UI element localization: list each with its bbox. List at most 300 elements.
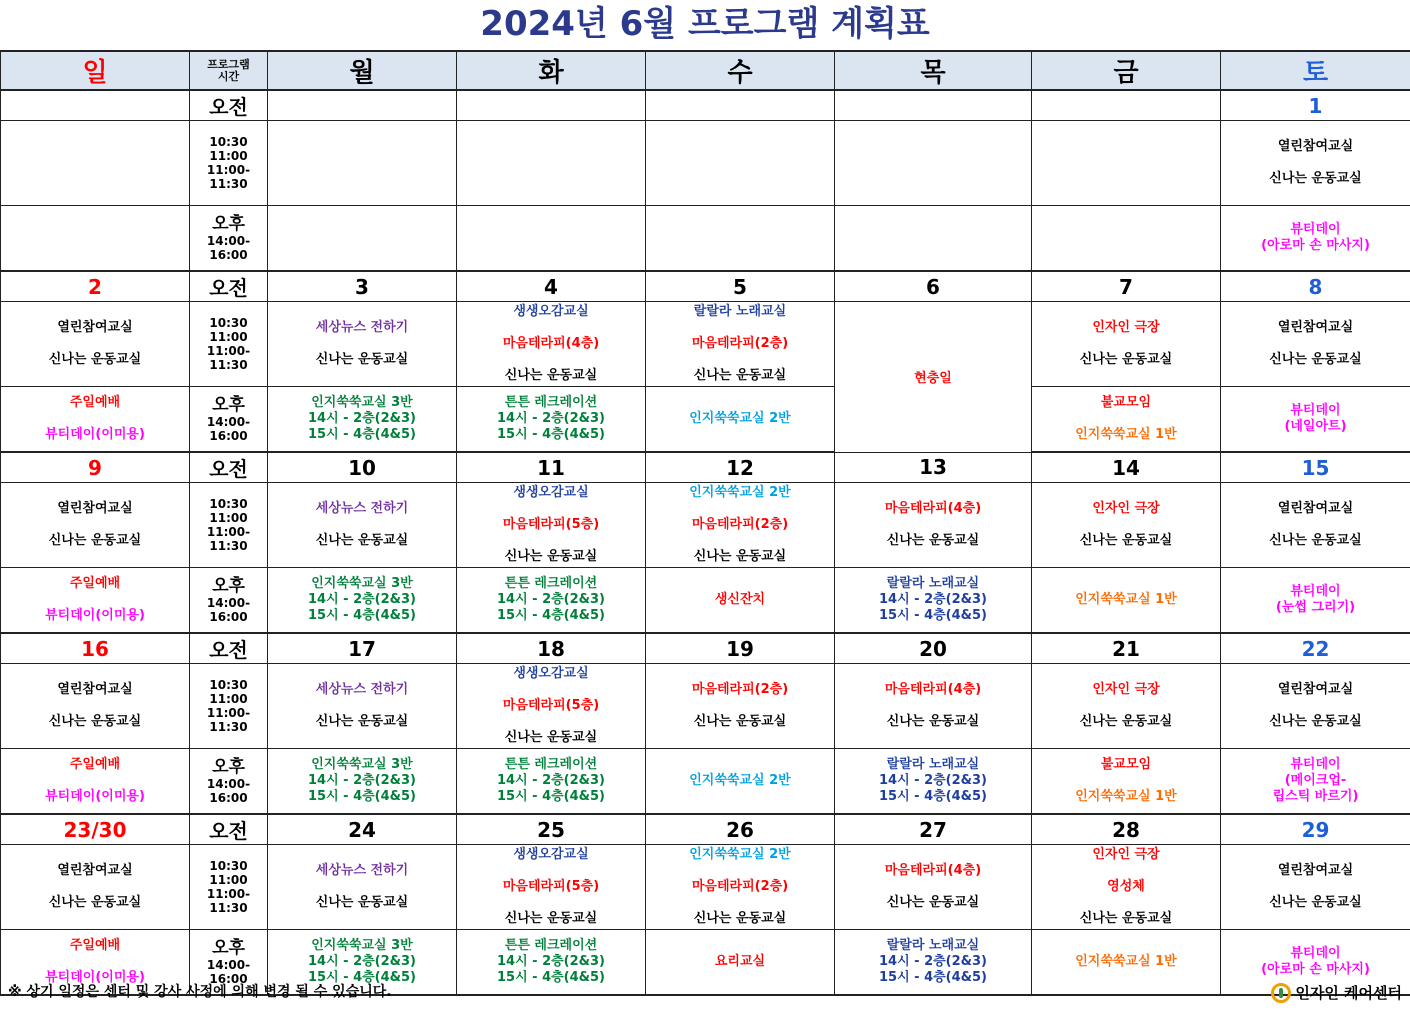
am-program-cell <box>457 845 646 930</box>
day-number <box>835 90 1032 121</box>
program-list <box>1221 855 1410 919</box>
week-date-row <box>1 271 1410 302</box>
am-time-2: 11:00 <box>209 692 248 706</box>
pm-program-cell <box>835 206 1032 272</box>
am-time-2: 11:00 <box>209 330 248 344</box>
program-list <box>646 946 834 978</box>
am-program-cell <box>835 121 1032 206</box>
am-program-cell <box>1 302 190 387</box>
day-number: 17 <box>268 633 457 664</box>
program-item: 열린참여교실 <box>57 863 133 878</box>
program-item: 인지쑥쑥교실 1반 <box>1075 954 1177 969</box>
program-item: 열린참여교실 <box>57 682 133 697</box>
am-program-cell <box>268 483 457 568</box>
am-time-1: 10:30 <box>209 316 248 330</box>
am-program-cell <box>1 121 190 206</box>
program-item: 마음테라피(4층) <box>884 682 982 697</box>
am-program-cell <box>1032 664 1221 749</box>
pm-program-cell <box>1032 930 1221 996</box>
program-item: 세상뉴스 전하기 <box>315 320 409 335</box>
header-wednesday: 수 <box>646 51 835 90</box>
pm-time-1: 14:00- <box>206 958 251 972</box>
day-number: 6 <box>835 271 1032 302</box>
program-item: 튼튼 레크레이션 14시 - 2층(2&3) 15시 - 4층(4&5) <box>496 938 605 985</box>
program-item: 불교모임 <box>1100 395 1152 410</box>
program-item: 신나는 운동교실 <box>504 911 598 926</box>
program-item: 열린참여교실 <box>1277 863 1354 878</box>
am-time-1: 10:30 <box>209 135 248 149</box>
program-item: 신나는 운동교실 <box>1269 895 1362 910</box>
header-time-line1: 프로그램 <box>207 57 250 71</box>
program-item: 인지쑥쑥교실 1반 <box>1075 427 1177 442</box>
program-list <box>1 387 189 451</box>
program-item: 신나는 운동교실 <box>315 895 409 910</box>
day-number: 12 <box>646 452 835 483</box>
program-list <box>1 855 189 919</box>
program-list <box>1032 674 1220 738</box>
day-number: 26 <box>646 814 835 845</box>
pm-program-cell <box>1032 568 1221 634</box>
pm-program-cell <box>835 568 1032 634</box>
program-list <box>457 485 645 565</box>
program-item: 뷰티데이 (눈썹 그리기) <box>1275 584 1356 615</box>
program-item: 신나는 운동교실 <box>48 533 142 548</box>
program-item: 마음테라피(4층) <box>884 501 982 516</box>
program-list <box>1032 312 1220 376</box>
pm-time-cell <box>190 749 268 815</box>
day-number: 16 <box>1 633 190 664</box>
program-item: 인지쑥쑥교실 3반 14시 - 2층(2&3) 15시 - 4층(4&5) <box>307 395 416 442</box>
program-item: 열린참여교실 <box>1277 501 1354 516</box>
program-item: 신나는 운동교실 <box>1269 171 1362 186</box>
header-friday: 금 <box>1032 51 1221 90</box>
pm-program-cell <box>835 930 1032 996</box>
program-item: 인지쑥쑥교실 3반 14시 - 2층(2&3) 15시 - 4층(4&5) <box>307 938 416 985</box>
am-program-cell <box>1032 483 1221 568</box>
pm-program-cell <box>457 206 646 272</box>
program-item: 마음테라피(4층) <box>502 336 600 351</box>
am-program-cell <box>1032 121 1221 206</box>
program-item: 랄랄라 노래교실 <box>693 304 787 319</box>
am-program-cell <box>1 845 190 930</box>
program-list <box>1221 395 1410 443</box>
program-item: 마음테라피(2층) <box>691 517 789 532</box>
program-item: 주일예배 <box>69 757 121 772</box>
header-monday: 월 <box>268 51 457 90</box>
pm-time-cell <box>190 568 268 634</box>
program-item: 마음테라피(2층) <box>691 336 789 351</box>
program-item: 신나는 운동교실 <box>1079 911 1173 926</box>
am-program-cell <box>646 121 835 206</box>
program-item: 뷰티데이 (메이크업- 립스틱 바르기) <box>1272 757 1359 804</box>
pm-time-1: 14:00- <box>206 596 251 610</box>
pm-time-1: 14:00- <box>206 777 251 791</box>
program-item: 신나는 운동교실 <box>48 714 142 729</box>
program-item: 뷰티데이 (아로마 손 마사지) <box>1261 946 1370 977</box>
am-program-cell <box>457 483 646 568</box>
pm-program-cell <box>457 749 646 815</box>
am-program-cell <box>268 121 457 206</box>
program-item: 생생오감교실 <box>513 304 589 319</box>
program-list <box>646 403 834 435</box>
am-time-cell <box>190 664 268 749</box>
am-time-cell <box>190 845 268 930</box>
pm-program-cell <box>268 568 457 634</box>
program-list <box>646 847 834 927</box>
program-list <box>1032 584 1220 616</box>
program-item: 열린참여교실 <box>1277 139 1354 154</box>
pm-program-cell <box>646 206 835 272</box>
week-am-row <box>1 664 1410 749</box>
pm-program-cell <box>1 206 190 272</box>
day-number: 20 <box>835 633 1032 664</box>
pm-program-cell <box>1 387 190 453</box>
program-item: 신나는 운동교실 <box>1079 714 1173 729</box>
program-item: 신나는 운동교실 <box>1079 533 1173 548</box>
am-time-2: 11:00 <box>209 149 248 163</box>
program-item: 요리교실 <box>714 954 766 969</box>
program-list <box>1 312 189 376</box>
day-number: 18 <box>457 633 646 664</box>
am-time-cell <box>190 121 268 206</box>
program-list <box>646 765 834 797</box>
pm-program-cell <box>457 387 646 453</box>
am-label: 오전 <box>190 271 268 302</box>
week-am-row <box>1 302 1410 387</box>
program-item: 신나는 운동교실 <box>315 352 409 367</box>
am-time-3: 11:00- <box>206 525 251 539</box>
program-list <box>1221 749 1410 813</box>
pm-time-2: 16:00 <box>209 429 248 443</box>
program-item: 랄랄라 노래교실 14시 - 2층(2&3) 15시 - 4층(4&5) <box>878 938 987 985</box>
pm-program-cell <box>646 749 835 815</box>
pm-time-2: 16:00 <box>209 248 248 262</box>
pm-time-1: 14:00- <box>206 415 251 429</box>
center-logo <box>1271 982 1402 1003</box>
program-item: 생생오감교실 <box>513 485 589 500</box>
program-list <box>835 749 1031 813</box>
week-date-row <box>1 90 1410 121</box>
program-list <box>457 568 645 632</box>
program-item: 세상뉴스 전하기 <box>315 501 409 516</box>
day-number: 14 <box>1032 452 1221 483</box>
program-item: 신나는 운동교실 <box>886 895 980 910</box>
day-number: 8 <box>1221 271 1410 302</box>
am-program-cell <box>268 845 457 930</box>
pm-program-cell <box>1221 568 1410 634</box>
program-item: 인지쑥쑥교실 2반 <box>689 411 791 426</box>
day-number: 7 <box>1032 271 1221 302</box>
day-number: 25 <box>457 814 646 845</box>
pm-label: 오후 <box>212 576 245 596</box>
day-number: 24 <box>268 814 457 845</box>
program-item: 뷰티데이(이미용) <box>45 427 145 442</box>
program-item: 주일예배 <box>69 576 121 591</box>
program-list <box>268 312 456 376</box>
program-list <box>457 847 645 927</box>
program-item: 마음테라피(2층) <box>691 682 789 697</box>
week-pm-row <box>1 568 1410 634</box>
program-item: 마음테라피(5층) <box>502 879 600 894</box>
am-time-4: 11:30 <box>209 177 248 191</box>
am-program-cell <box>835 845 1032 930</box>
day-number: 27 <box>835 814 1032 845</box>
pm-time-2: 16:00 <box>209 972 248 986</box>
program-item: 신나는 운동교실 <box>1079 352 1173 367</box>
program-item: 불교모임 <box>1100 757 1152 772</box>
header-time-line2: 시간 <box>217 69 240 83</box>
day-number: 23/30 <box>1 814 190 845</box>
program-list <box>835 568 1031 632</box>
am-program-cell <box>1221 483 1410 568</box>
program-item: 인자인 극장 <box>1092 320 1160 335</box>
am-time-3: 11:00- <box>206 344 251 358</box>
pm-program-cell <box>1221 387 1410 453</box>
day-number: 15 <box>1221 452 1410 483</box>
program-item: 생생오감교실 <box>513 666 589 681</box>
day-number: 29 <box>1221 814 1410 845</box>
program-item: 신나는 운동교실 <box>315 533 409 548</box>
header-saturday: 토 <box>1221 51 1410 90</box>
program-list <box>1221 576 1410 624</box>
program-item: 신나는 운동교실 <box>886 533 980 548</box>
pm-program-cell <box>268 387 457 453</box>
day-number <box>457 90 646 121</box>
program-item: 튼튼 레크레이션 14시 - 2층(2&3) 15시 - 4층(4&5) <box>496 757 605 804</box>
header-tuesday: 화 <box>457 51 646 90</box>
holiday-label: 현충일 <box>914 370 952 386</box>
program-list <box>1032 847 1220 927</box>
pm-program-cell <box>646 387 835 453</box>
program-item: 랄랄라 노래교실 14시 - 2층(2&3) 15시 - 4층(4&5) <box>878 757 987 804</box>
program-item: 뷰티데이(이미용) <box>45 789 145 804</box>
am-program-cell <box>1221 302 1410 387</box>
program-list <box>457 749 645 813</box>
day-number: 2 <box>1 271 190 302</box>
weekday-header-row <box>1 51 1410 90</box>
program-list <box>268 387 456 451</box>
program-item: 생생오감교실 <box>513 847 589 862</box>
am-time-cell <box>190 302 268 387</box>
am-program-cell <box>835 483 1032 568</box>
program-list <box>646 674 834 738</box>
program-item: 인지쑥쑥교실 3반 14시 - 2층(2&3) 15시 - 4층(4&5) <box>307 757 416 804</box>
program-list <box>1 568 189 632</box>
week-date-row <box>1 633 1410 664</box>
program-list <box>1221 214 1410 262</box>
week-am-row <box>1 483 1410 568</box>
am-time-4: 11:30 <box>209 901 248 915</box>
program-list <box>1 749 189 813</box>
am-time-4: 11:30 <box>209 358 248 372</box>
program-item: 세상뉴스 전하기 <box>315 682 409 697</box>
program-list <box>835 855 1031 919</box>
program-calendar <box>0 50 1410 996</box>
program-list <box>835 930 1031 994</box>
am-label: 오전 <box>190 633 268 664</box>
program-list <box>268 749 456 813</box>
program-item: 신나는 운동교실 <box>1269 533 1362 548</box>
am-program-cell <box>457 302 646 387</box>
program-list <box>1032 493 1220 557</box>
program-item: 신나는 운동교실 <box>693 549 787 564</box>
am-program-cell <box>1 664 190 749</box>
program-list <box>646 584 834 616</box>
page-title: 2024년 6월 프로그램 계획표 <box>480 4 930 44</box>
program-item: 인지쑥쑥교실 2반 <box>689 773 791 788</box>
am-program-cell <box>1032 845 1221 930</box>
pm-program-cell <box>1032 387 1221 453</box>
program-item: 주일예배 <box>69 395 121 410</box>
holiday-cell <box>835 302 1032 453</box>
header-program-time <box>190 51 268 90</box>
program-item: 뷰티데이(이미용) <box>45 970 145 985</box>
am-time-3: 11:00- <box>206 706 251 720</box>
am-label: 오전 <box>190 90 268 121</box>
program-list <box>646 304 834 384</box>
program-item: 뷰티데이 (네일아트) <box>1284 403 1347 434</box>
program-item: 튼튼 레크레이션 14시 - 2층(2&3) 15시 - 4층(4&5) <box>496 576 605 623</box>
pm-program-cell <box>268 749 457 815</box>
am-time-3: 11:00- <box>206 163 251 177</box>
am-program-cell <box>835 664 1032 749</box>
day-number <box>268 90 457 121</box>
program-item: 인지쑥쑥교실 2반 <box>689 485 791 500</box>
program-item: 신나는 운동교실 <box>693 368 787 383</box>
program-list <box>1221 938 1410 986</box>
program-item: 신나는 운동교실 <box>315 714 409 729</box>
day-number: 21 <box>1032 633 1221 664</box>
program-item: 인지쑥쑥교실 1반 <box>1075 592 1177 607</box>
am-time-3: 11:00- <box>206 887 251 901</box>
program-list <box>1032 946 1220 978</box>
pm-label: 오후 <box>212 757 245 777</box>
am-time-4: 11:30 <box>209 539 248 553</box>
week-am-row <box>1 121 1410 206</box>
am-label: 오전 <box>190 452 268 483</box>
program-item: 뷰티데이 (아로마 손 마사지) <box>1261 222 1370 253</box>
program-item: 튼튼 레크레이션 14시 - 2층(2&3) 15시 - 4층(4&5) <box>496 395 605 442</box>
program-item: 신나는 운동교실 <box>504 730 598 745</box>
program-item: 마음테라피(5층) <box>502 698 600 713</box>
am-program-cell <box>646 664 835 749</box>
am-time-1: 10:30 <box>209 859 248 873</box>
program-list <box>268 674 456 738</box>
am-time-1: 10:30 <box>209 678 248 692</box>
program-item: 랄랄라 노래교실 14시 - 2층(2&3) 15시 - 4층(4&5) <box>878 576 987 623</box>
week-pm-row <box>1 387 1410 453</box>
am-time-2: 11:00 <box>209 873 248 887</box>
am-time-1: 10:30 <box>209 497 248 511</box>
week-am-row <box>1 845 1410 930</box>
program-list <box>1032 387 1220 451</box>
footer-note: ※ 상기 일정은 센터 및 강사 사정에 의해 변경 될 수 있습니다. <box>8 984 392 1000</box>
am-label: 오전 <box>190 814 268 845</box>
program-item: 신나는 운동교실 <box>504 549 598 564</box>
program-item: 신나는 운동교실 <box>693 911 787 926</box>
logo-icon <box>1271 983 1291 1003</box>
pm-program-cell <box>1 568 190 634</box>
am-program-cell <box>268 664 457 749</box>
program-item: 열린참여교실 <box>57 320 133 335</box>
program-item: 인자인 극장 <box>1092 501 1160 516</box>
am-program-cell <box>646 845 835 930</box>
day-number: 3 <box>268 271 457 302</box>
am-program-cell <box>1221 845 1410 930</box>
week-date-row <box>1 814 1410 845</box>
day-number <box>1 90 190 121</box>
program-item: 열린참여교실 <box>57 501 133 516</box>
program-list <box>1221 312 1410 376</box>
program-list <box>457 387 645 451</box>
program-item: 인자인 극장 <box>1092 847 1160 862</box>
program-item: 영성체 <box>1107 879 1145 894</box>
program-list <box>1221 674 1410 738</box>
day-number: 13 <box>835 452 1032 483</box>
program-item: 신나는 운동교실 <box>693 714 787 729</box>
program-list <box>835 674 1031 738</box>
day-number <box>646 90 835 121</box>
program-list <box>268 855 456 919</box>
day-number: 19 <box>646 633 835 664</box>
program-item: 생신잔치 <box>714 592 766 607</box>
pm-program-cell <box>835 749 1032 815</box>
am-program-cell <box>646 302 835 387</box>
program-list <box>1221 131 1410 195</box>
program-item: 마음테라피(4층) <box>884 863 982 878</box>
pm-time-cell <box>190 206 268 272</box>
pm-time-2: 16:00 <box>209 610 248 624</box>
program-list <box>1 674 189 738</box>
program-item: 신나는 운동교실 <box>886 714 980 729</box>
day-number: 9 <box>1 452 190 483</box>
program-item: 주일예배 <box>69 938 121 953</box>
program-item: 열린참여교실 <box>1277 682 1354 697</box>
program-list <box>268 493 456 557</box>
program-list <box>268 568 456 632</box>
week-date-row <box>1 452 1410 483</box>
pm-label: 오후 <box>212 938 245 958</box>
pm-program-cell <box>1221 206 1410 272</box>
program-item: 뷰티데이(이미용) <box>45 608 145 623</box>
program-list <box>457 304 645 384</box>
pm-program-cell <box>268 206 457 272</box>
program-item: 인자인 극장 <box>1092 682 1160 697</box>
day-number <box>1032 90 1221 121</box>
am-program-cell <box>1221 121 1410 206</box>
header-thursday: 목 <box>835 51 1032 90</box>
program-list <box>1221 493 1410 557</box>
program-list <box>457 666 645 746</box>
pm-label: 오후 <box>212 214 245 234</box>
week-pm-row <box>1 749 1410 815</box>
am-program-cell <box>457 121 646 206</box>
am-program-cell <box>1 483 190 568</box>
pm-label: 오후 <box>212 395 245 415</box>
program-item: 신나는 운동교실 <box>48 895 142 910</box>
am-program-cell <box>457 664 646 749</box>
pm-program-cell <box>1032 749 1221 815</box>
am-time-4: 11:30 <box>209 720 248 734</box>
program-list <box>835 493 1031 557</box>
program-item: 신나는 운동교실 <box>1269 714 1362 729</box>
pm-time-cell <box>190 387 268 453</box>
am-time-2: 11:00 <box>209 511 248 525</box>
day-number: 22 <box>1221 633 1410 664</box>
day-number: 28 <box>1032 814 1221 845</box>
program-item: 인지쑥쑥교실 1반 <box>1075 789 1177 804</box>
program-item: 신나는 운동교실 <box>1269 352 1362 367</box>
